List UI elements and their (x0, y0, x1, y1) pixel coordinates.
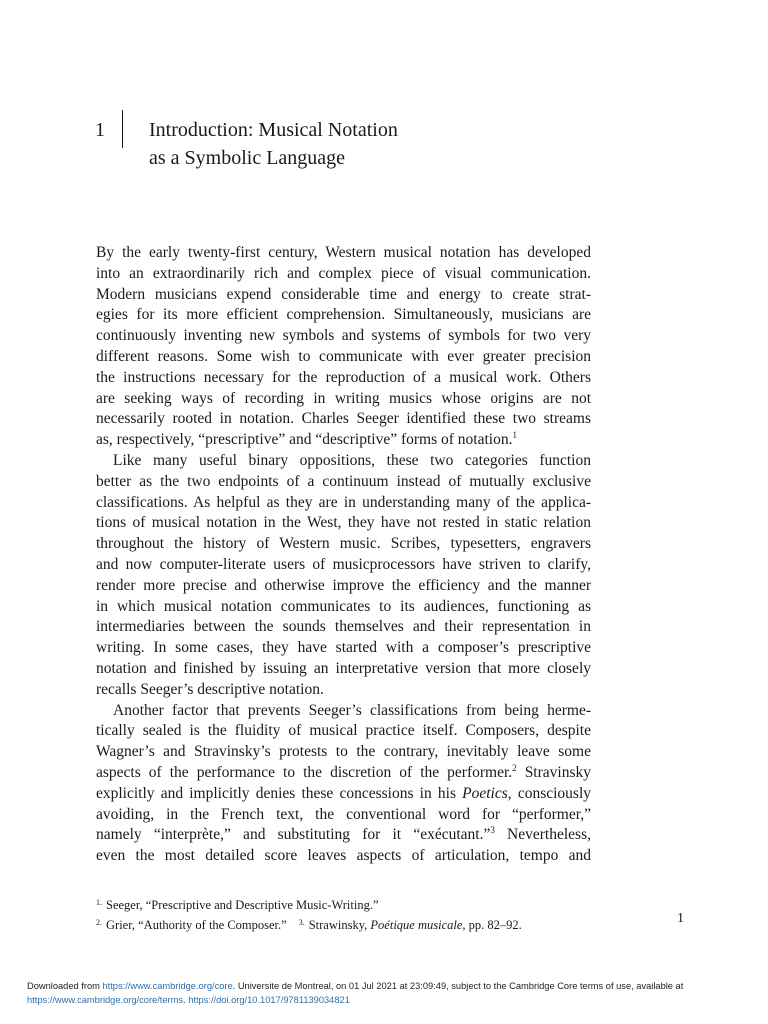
chapter-title (149, 116, 589, 172)
paragraph-text: Stravinsky (516, 763, 591, 781)
paragraph-line: classifications. As helpful as they are in understanding many of the applica- (96, 493, 591, 511)
footnote-text: Grier, “Authority of the Composer.” (106, 918, 287, 932)
page-number: 1 (677, 911, 684, 926)
paragraph-line (96, 430, 591, 451)
download-footer-line (27, 979, 752, 993)
paragraph-line: are seeking ways of recording in writing musics whose origins are not (96, 389, 591, 407)
paragraph-line: avoiding, in the French text, the conventional word for “performer,” (96, 805, 591, 823)
paragraph-line: writing. In some cases, they have started with a composer’s prescriptive (96, 639, 591, 657)
paragraph-line: and now computer-literate users of musicprocessors have striven to clarify, (96, 555, 591, 573)
paragraph-line: continuously inventing new symbols and systems of symbols for two very (96, 327, 591, 345)
footnote-text: Seeger, “Prescriptive and Descriptive Music-Writing.” (106, 898, 379, 912)
paragraph-line: different reasons. Some wish to communicate with ever greater precision (96, 347, 591, 365)
paragraph-line: notation and finished by issuing an interpretative version that more closely (96, 659, 591, 677)
download-footer (27, 979, 752, 1007)
chapter-number: 1 (95, 119, 105, 141)
paragraph-line: even the most detailed score leaves aspects of articulation, tempo and (96, 847, 591, 865)
paragraph-line: egies for its more efficient comprehension. Simultaneously, musicians are (96, 306, 591, 324)
footnote-marker: 2. (96, 918, 102, 927)
paragraph-text: namely “interprète,” and substituting for it “exécutant.” (96, 826, 491, 844)
footnote (96, 914, 591, 934)
footnote (96, 894, 591, 914)
paragraph-line: Another factor that prevents Seeger’s classifications from being herme- (113, 701, 591, 719)
footnotes (96, 894, 591, 934)
chapter-title-line: Introduction: Musical Notation (149, 119, 398, 141)
paragraph-line: throughout the history of Western music. Scribes, typesetters, engravers (96, 535, 591, 553)
italic-title: Poetics (462, 784, 508, 802)
paragraph-line: recalls Seeger’s descriptive notation. (96, 680, 324, 698)
paragraph-text: , consciously (507, 784, 592, 802)
link-separator: . (183, 995, 189, 1005)
chapter-title-line: as a Symbolic Language (149, 147, 346, 169)
paragraph-line (96, 784, 591, 805)
paragraph-text: Nevertheless, (494, 826, 591, 844)
paragraph-line: Like many useful binary oppositions, these two categories function (113, 451, 591, 469)
paragraph-line: intermediaries between the sounds themselves and their representation in (96, 618, 591, 636)
paragraph-line: into an extraordinarily rich and complex piece of visual communication. (96, 264, 591, 282)
paragraph-line (96, 825, 591, 846)
footnote-text: Strawinsky, (308, 918, 371, 932)
footnote-reference: 1 (512, 430, 517, 441)
paragraph-line: tions of musical notation in the West, they have not rested in static relation (96, 514, 591, 532)
terms-link[interactable]: https://www.cambridge.org/core/terms (27, 995, 184, 1005)
download-notice-text: . Universite de Montreal, on 01 Jul 2021 at 23:09:49, subject to the Cambridge Core terms of use, available at (232, 981, 684, 991)
footnote-reference: 3 (490, 825, 495, 836)
footnote-text: , pp. 82–92. (462, 918, 522, 932)
paragraph-line: necessarily rooted in notation. Charles Seeger identified these two streams (96, 410, 591, 428)
paragraph-text: explicitly and implicitly denies these concessions in his (96, 784, 463, 802)
footnote-marker: 3. (298, 918, 305, 927)
footnote-italic-title: Poétique musicale (370, 918, 463, 932)
paragraph-line: By the early twenty-first century, Western musical notation has developed (96, 244, 591, 261)
footnote-marker: 1. (96, 898, 102, 907)
doi-link[interactable]: https://doi.org/10.1017/9781139034821 (188, 995, 350, 1005)
paragraph-text: as, respectively, “prescriptive” and “descriptive” forms of notation. (96, 431, 513, 449)
paragraph-line: Wagner’s and Stravinsky’s protests to the contrary, inevitably leave some (96, 743, 591, 761)
footnote-reference: 2 (512, 762, 517, 773)
download-footer-line (27, 993, 752, 1007)
paragraph-text: aspects of the performance to the discretion of the performer. (96, 763, 513, 781)
paragraph-line (96, 763, 591, 784)
download-prefix: Downloaded from (27, 981, 103, 991)
body-text (96, 243, 591, 867)
chapter-heading-rule (122, 110, 123, 148)
paragraph-line: render more precise and otherwise improve the efficiency and the manner (96, 576, 591, 594)
paragraph-line: in which musical notation communicates to its audiences, functioning as (96, 597, 591, 615)
cambridge-core-link[interactable]: https://www.cambridge.org/core (102, 981, 233, 991)
paragraph-line: better as the two endpoints of a continuum instead of mutually exclusive (96, 472, 591, 490)
paragraph-line: Modern musicians expend considerable time and energy to create strat- (96, 285, 591, 303)
paragraph-line: the instructions necessary for the reproduction of a musical work. Others (96, 368, 591, 386)
paragraph-line: tically sealed is the fluidity of musical practice itself. Composers, despite (96, 722, 591, 740)
